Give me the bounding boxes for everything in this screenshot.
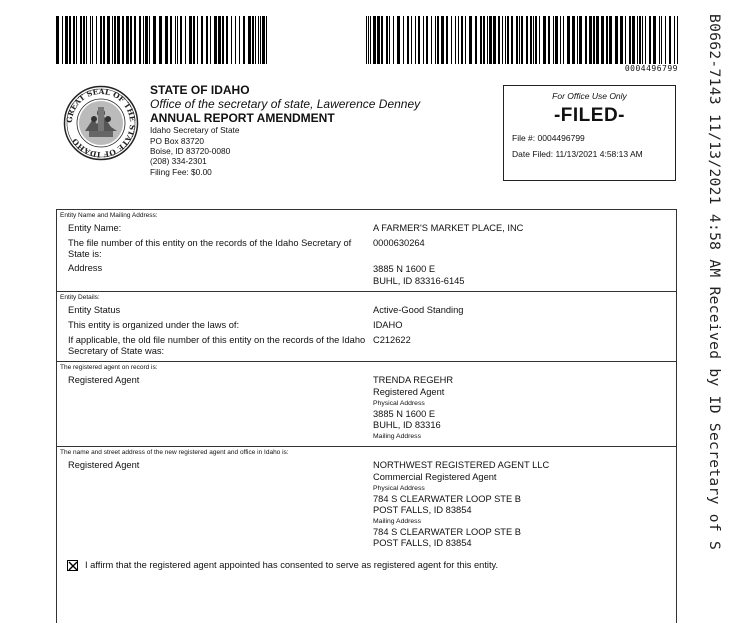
laws-label: This entity is organized under the laws of: bbox=[68, 319, 240, 330]
address-line: 3885 N 1600 E bbox=[373, 264, 436, 275]
physical-address-label: Physical Address bbox=[373, 484, 425, 492]
registered-agent-label: Registered Agent bbox=[68, 375, 140, 386]
mailing-address-label: Mailing Address bbox=[373, 518, 421, 526]
physical-address-label: Physical Address bbox=[373, 399, 425, 407]
section-title: Entity Details: bbox=[60, 293, 100, 301]
new-agent-section bbox=[57, 447, 676, 574]
entity-status-label: Entity Status bbox=[68, 304, 121, 315]
section-title: The name and street address of the new registered agent and office in Idaho is: bbox=[60, 449, 289, 457]
entity-name-value: A FARMER'S MARKET PLACE, INC bbox=[373, 223, 524, 233]
affirm-checkbox[interactable] bbox=[67, 560, 78, 571]
date-filed: Date Filed: 11/13/2021 4:58:13 AM bbox=[512, 149, 643, 159]
details-section bbox=[57, 292, 676, 363]
old-file-label: If applicable, the old file number of this entity on the records of the Idaho Secretary of State was: bbox=[68, 335, 366, 357]
office-address-line: Idaho Secretary of State bbox=[150, 125, 240, 136]
file-number-value: 0000630264 bbox=[373, 238, 425, 249]
office-address-line: PO Box 83720 bbox=[150, 135, 204, 146]
address-line: BUHL, ID 83316-6145 bbox=[373, 275, 465, 286]
state-seal-icon bbox=[63, 85, 139, 161]
entity-name-label: Entity Name: bbox=[68, 223, 122, 233]
barcode-number: 0004496799 bbox=[624, 64, 678, 73]
section-title: Entity Name and Mailing Address: bbox=[60, 212, 158, 219]
office-line: Office of the secretary of state, Lawerence Denney bbox=[150, 96, 421, 111]
laws-value: IDAHO bbox=[373, 319, 403, 330]
old-file-value: C212622 bbox=[373, 335, 411, 346]
document-header bbox=[150, 84, 420, 177]
office-address-line: Boise, ID 83720-0080 bbox=[150, 146, 231, 157]
mailing-address-line: 784 S CLEARWATER LOOP STE B bbox=[373, 527, 521, 538]
office-use-label: For Office Use Only bbox=[552, 91, 627, 101]
document-title: ANNUAL REPORT AMENDMENT bbox=[150, 110, 335, 125]
physical-address-line: POST FALLS, ID 83854 bbox=[373, 504, 472, 515]
registered-agent-label: Registered Agent bbox=[68, 460, 140, 471]
entity-status-value: Active-Good Standing bbox=[373, 304, 464, 315]
agent-name: NORTHWEST REGISTERED AGENT LLC bbox=[373, 460, 550, 471]
mailing-address-label: Mailing Address bbox=[373, 433, 421, 441]
barcode-left bbox=[56, 16, 268, 64]
state-title: STATE OF IDAHO bbox=[150, 83, 250, 97]
barcode-right bbox=[366, 16, 678, 64]
file-number: File #: 0004496799 bbox=[512, 133, 585, 143]
report-form bbox=[56, 209, 677, 623]
affirm-row bbox=[57, 560, 676, 571]
section-title: The registered agent on record is: bbox=[60, 364, 158, 372]
office-phone: (208) 334-2301 bbox=[150, 156, 207, 167]
mailing-address-line: POST FALLS, ID 83854 bbox=[373, 538, 472, 549]
agent-type: Commercial Registered Agent bbox=[373, 471, 497, 482]
received-stamp: B0662-7143 11/13/2021 4:58 AM Received by ID Secretary of S bbox=[706, 14, 723, 551]
checkmark-x-icon bbox=[68, 561, 78, 571]
affirm-text: I affirm that the registered agent appointed has consented to serve as registered agent for this entity. bbox=[85, 560, 499, 571]
seal-text: GREAT SEAL OF THE STATE OF IDAHO bbox=[64, 86, 138, 160]
filing-fee: Filing Fee: $0.00 bbox=[150, 166, 212, 177]
office-use-box bbox=[503, 85, 676, 181]
physical-address-line: BUHL, ID 83316 bbox=[373, 420, 441, 431]
file-number-label: The file number of this entity on the records of the Idaho Secretary of State is: bbox=[68, 238, 352, 260]
filed-status: -FILED- bbox=[553, 105, 626, 126]
agent-name: TRENDA REGEHR bbox=[373, 375, 454, 386]
physical-address-line: 784 S CLEARWATER LOOP STE B bbox=[373, 493, 521, 504]
agent-on-record-section bbox=[57, 362, 676, 447]
agent-type: Registered Agent bbox=[373, 386, 445, 397]
entity-section bbox=[57, 210, 676, 292]
address-label: Address bbox=[68, 263, 103, 274]
physical-address-line: 3885 N 1600 E bbox=[373, 408, 436, 419]
